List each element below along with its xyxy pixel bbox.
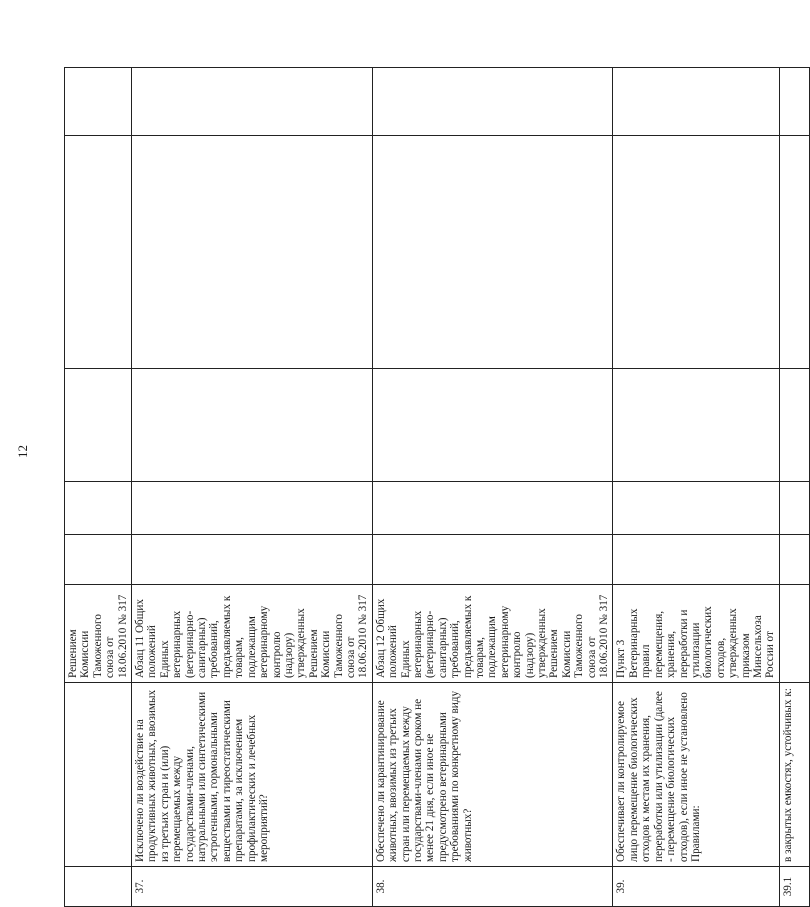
checklist-table [64,67,810,907]
requirement-cell: Решением Комиссии Таможенного союза от 18.06.2010 № 317 [65,585,132,683]
extra-cell [65,68,132,136]
comment-cell [779,136,809,369]
row-number: 38. [372,867,613,907]
extra-cell [372,68,613,136]
not-applicable-cell [779,369,809,482]
document-sheet [64,68,794,907]
row-number: 37. [132,867,373,907]
not-applicable-cell [372,369,613,482]
answer-no-cell [65,482,132,535]
answer-no-cell [372,482,613,535]
question-cell [65,683,132,867]
row-number: 39. [613,867,779,907]
table-row [65,68,132,907]
answer-no-cell [132,482,373,535]
requirement-cell [779,585,809,683]
question-cell: в закрытых емкостях, устойчивых к: [779,683,809,867]
answer-yes-cell [613,535,779,585]
question-cell: Обеспечивает ли контролируемое лицо перемещение биологических отходов к местам их хранения, переработки или утилизации (далее - перемещение биологических отходов), если иное не установлено Правилами: [613,683,779,867]
page-number: 12 [15,445,30,458]
question-cell: Исключено ли воздействие на продуктивных животных, ввозимых из третьих стран и (или) перемещаемых между государствами-членами, натуральными или синтетическими эстрогенными, гормональными веществами и тиреостатическими препаратами, за исключением профилактических и лечебных мероприятий? [132,683,373,867]
table-row [613,68,779,907]
requirement-cell: Пункт 3 Ветеринарных правил перемещения, хранения, переработки и утилизации биологических отходов, утвержденных приказом Минсельхоза России от [613,585,779,683]
row-number [65,867,132,907]
answer-yes-cell [65,535,132,585]
comment-cell [65,136,132,369]
comment-cell [613,136,779,369]
not-applicable-cell [613,369,779,482]
answer-yes-cell [779,535,809,585]
requirement-cell: Абзац 12 Общих положений Единых ветеринарных (ветеринарно-санитарных) требований, предъявляемых к товарам, подлежащим ветеринарному контролю (надзору) утвержденных Решением Комиссии Таможенного союза от 18.06.2010 № 317 [372,585,613,683]
extra-cell [132,68,373,136]
answer-no-cell [613,482,779,535]
answer-no-cell [779,482,809,535]
extra-cell [613,68,779,136]
answer-yes-cell [372,535,613,585]
row-number: 39.1 [779,867,809,907]
table-row [132,68,373,907]
comment-cell [372,136,613,369]
table-row [372,68,613,907]
requirement-cell: Абзац 11 Общих положений Единых ветеринарных (ветеринарно-санитарных) требований, предъявляемых к товарам, подлежащим ветеринарному контролю (надзору) утвержденных Решением Комиссии Таможенного союза от 18.06.2010 № 317 [132,585,373,683]
comment-cell [132,136,373,369]
not-applicable-cell [65,369,132,482]
rotated-table-wrapper [64,68,794,907]
table-row [779,68,809,907]
question-cell: Обеспечено ли карантинирование животных, ввозимых из третьих стран или перемещаемых между государствами-членами сроком не менее 21 дня, если иное не предусмотрено ветеринарными требованиями по конкретному виду животных? [372,683,613,867]
answer-yes-cell [132,535,373,585]
extra-cell [779,68,809,136]
not-applicable-cell [132,369,373,482]
